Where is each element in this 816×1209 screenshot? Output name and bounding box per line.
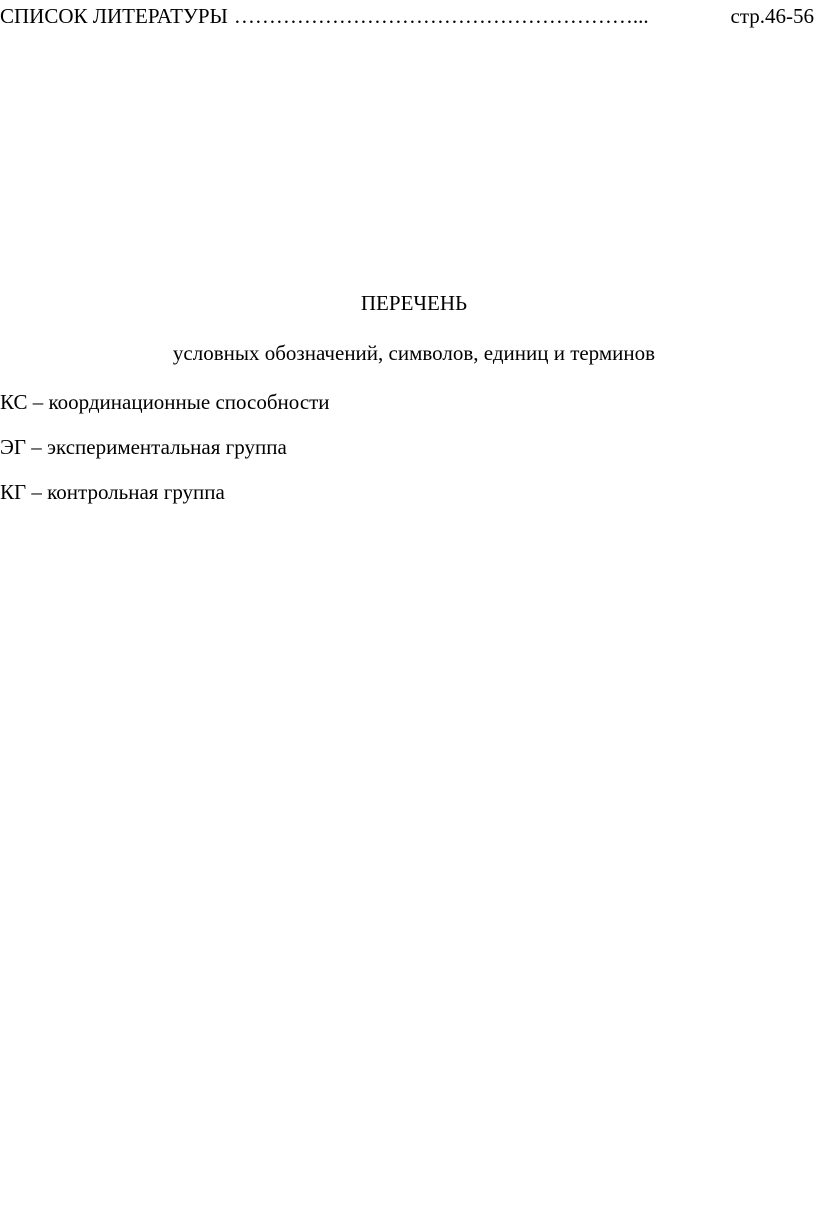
abbreviation-item: КС – координационные способности <box>0 390 330 414</box>
toc-entry-references <box>0 2 814 30</box>
abbreviation-list <box>0 388 330 523</box>
toc-entry-title: СПИСОК ЛИТЕРАТУРЫ <box>0 4 228 28</box>
glossary-subheading: условных обозначений, символов, единиц и терминов <box>172 341 656 365</box>
abbreviation-item: ЭГ – экспериментальная группа <box>0 435 287 459</box>
glossary-heading: ПЕРЕЧЕНЬ <box>360 291 468 315</box>
toc-leader-dots: …………………………………………………... <box>233 4 649 28</box>
toc-page-range: стр.46-56 <box>730 4 814 28</box>
abbreviation-item: КГ – контрольная группа <box>0 480 225 504</box>
